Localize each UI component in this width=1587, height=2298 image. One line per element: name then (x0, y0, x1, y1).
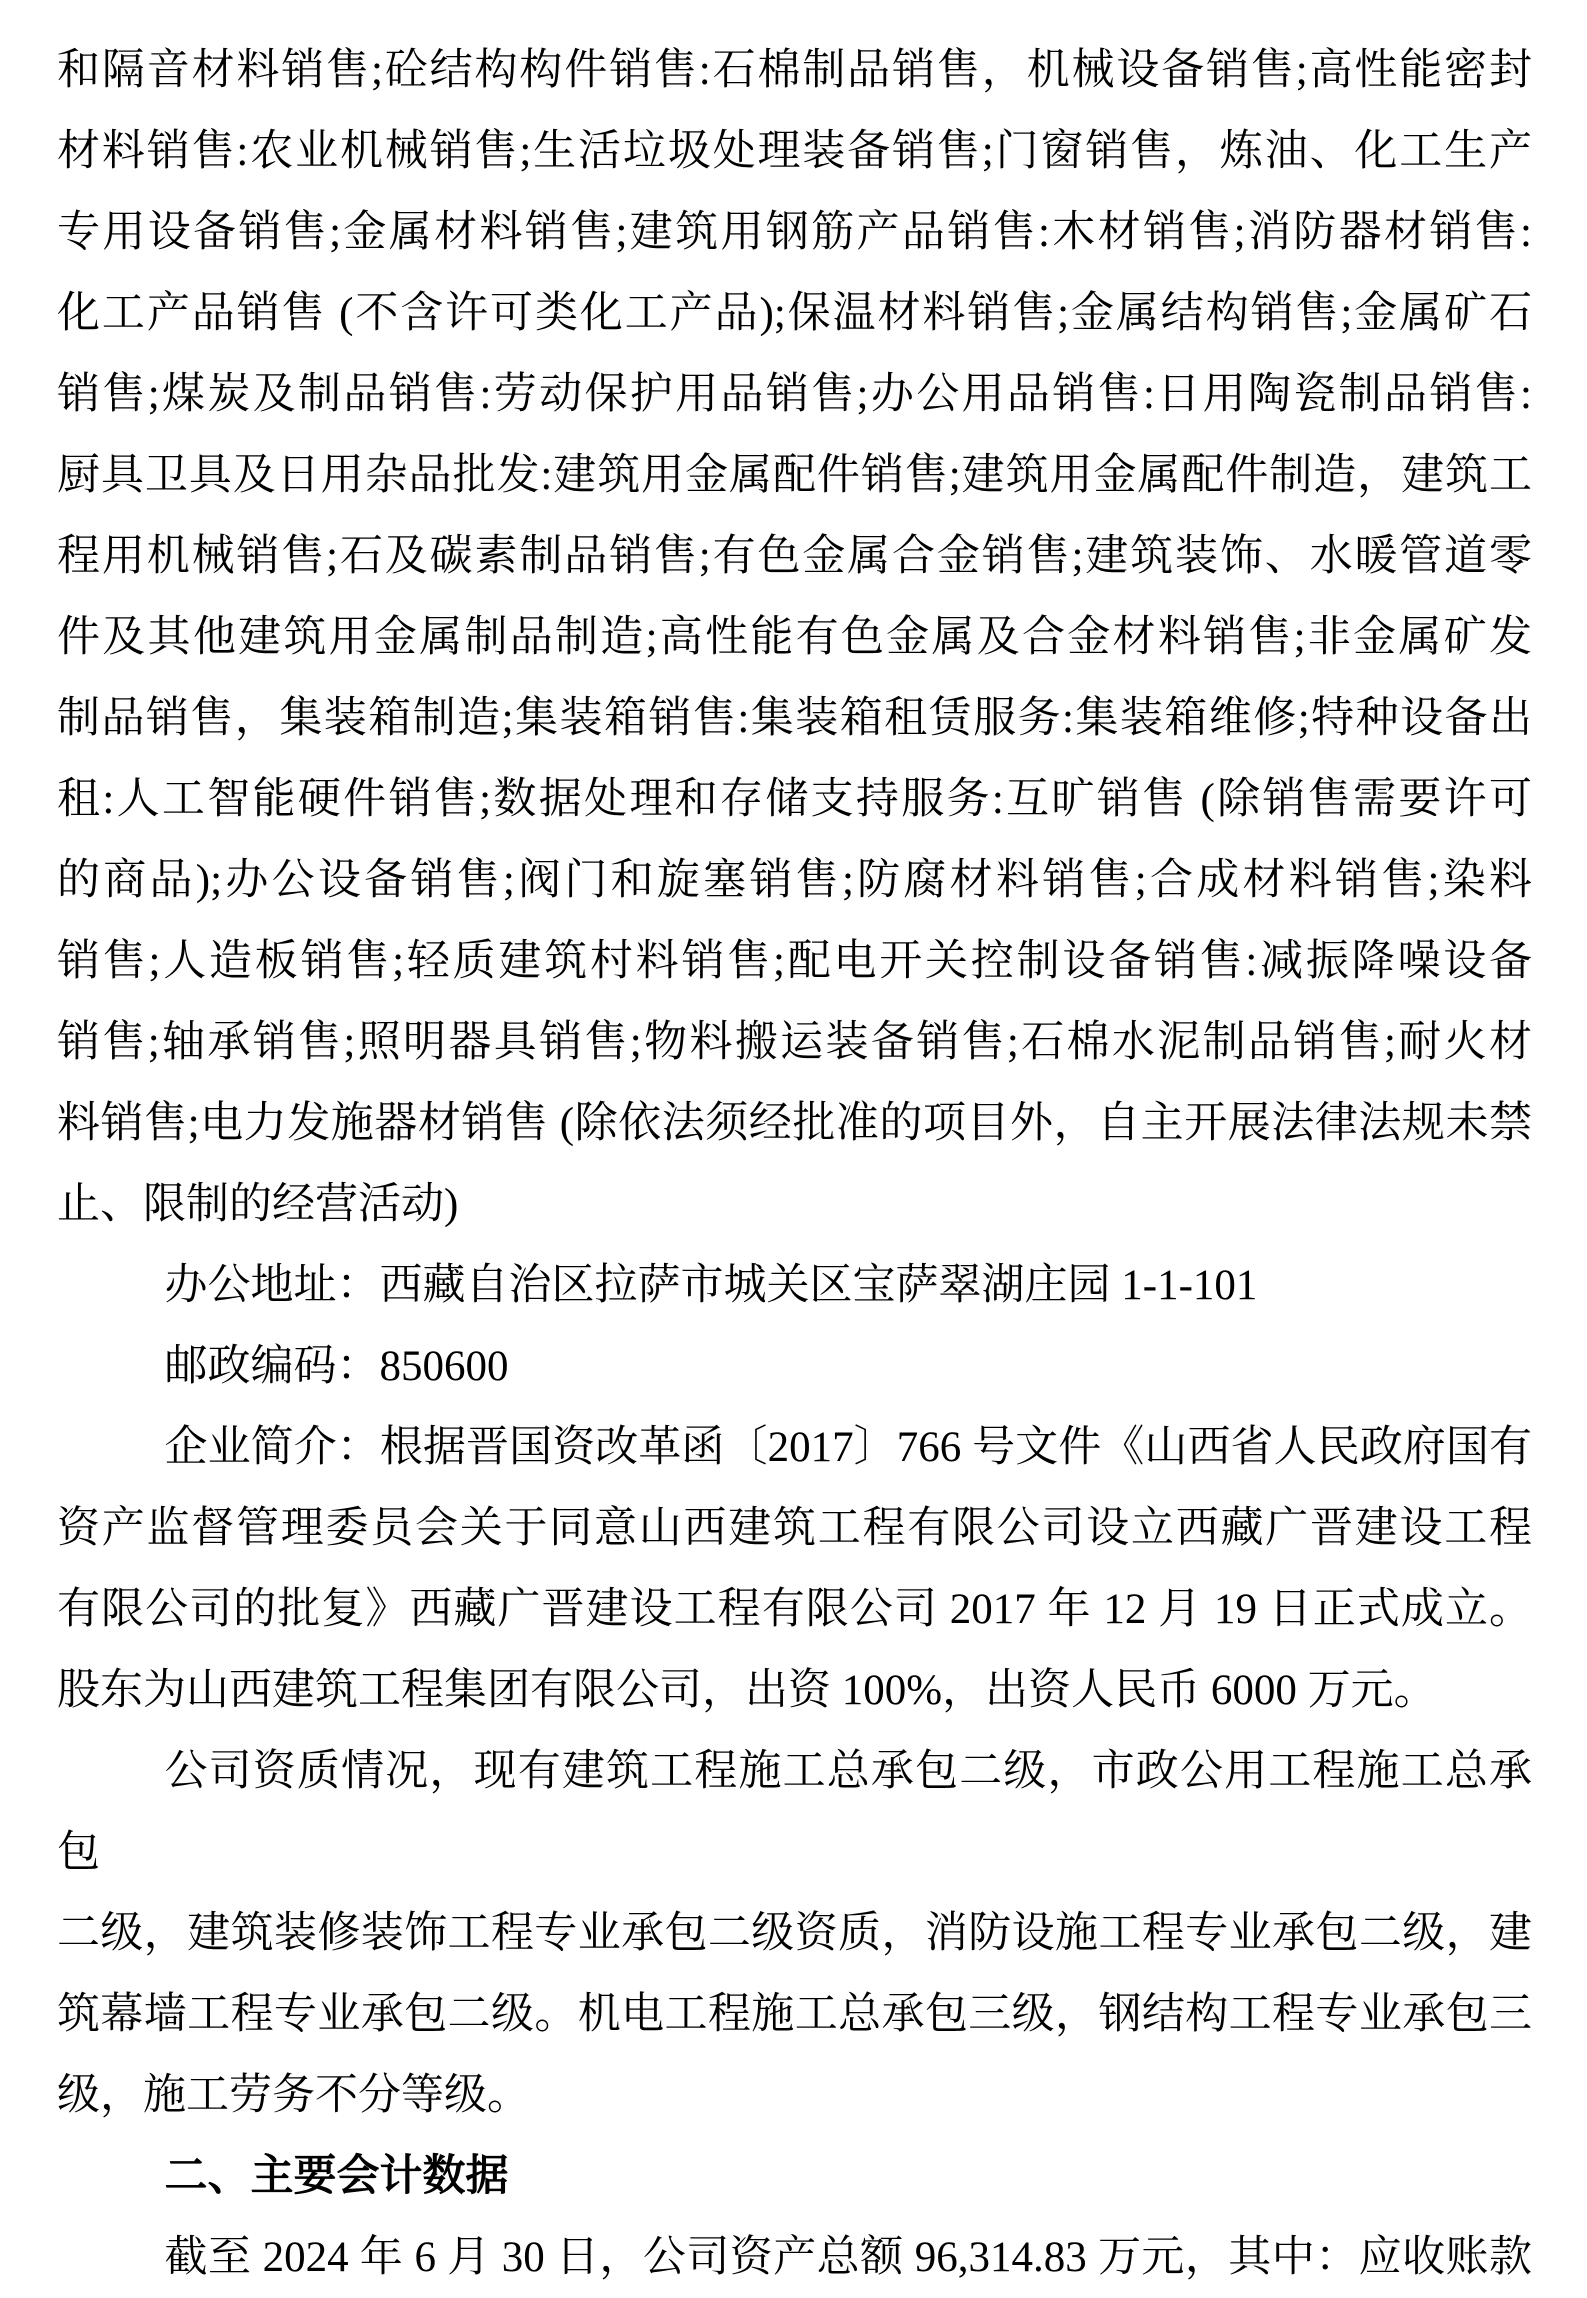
business-scope-line: 化工产品销售 (不含许可类化工产品);保温材料销售;金属结构销售;金属矿石 (57, 290, 1532, 337)
business-scope-line: 和隔音材料销售;砼结构构件销售:石棉制品销售，机械设备销售;高性能密封 (57, 47, 1532, 94)
company-profile-line: 资产监督管理委员会关于同意山西建筑工程有限公司设立西藏广晋建设工程 (57, 1505, 1532, 1552)
business-scope-line: 销售;煤炭及制品销售:劳动保护用品销售;办公用品销售:日用陶瓷制品销售: (57, 371, 1532, 418)
business-scope-line: 料销售;电力发施器材销售 (除依法须经批准的项目外，自主开展法律法规未禁 (57, 1100, 1532, 1147)
company-profile-line: 企业简介：根据晋国资改革函〔2017〕766 号文件《山西省人民政府国有 (164, 1424, 1532, 1471)
qualification-line: 级，施工劳务不分等级。 (57, 2072, 530, 2119)
qualification-line: 筑幕墙工程专业承包二级。机电工程施工总承包三级，钢结构工程专业承包三 (57, 1991, 1532, 2038)
qualification-line: 二级，建筑装修装饰工程专业承包二级资质，消防设施工程专业承包二级，建 (57, 1910, 1532, 1957)
business-scope-line: 租:人工智能硬件销售;数据处理和存储支持服务:互旷销售 (除销售需要许可 (57, 776, 1532, 823)
business-scope-line: 的商品);办公设备销售;阀门和旋塞销售;防腐材料销售;合成材料销售;染料 (57, 857, 1532, 904)
qualification-line: 公司资质情况，现有建筑工程施工总承包二级，市政公用工程施工总承包 (57, 1748, 1532, 1876)
business-scope-line: 专用设备销售;金属材料销售;建筑用钢筋产品销售:木材销售;消防器材销售: (57, 209, 1532, 256)
business-scope-line: 程用机械销售;石及碳素制品销售;有色金属合金销售;建筑装饰、水暖管道零 (57, 533, 1532, 580)
business-scope-line: 止、限制的经营活动) (57, 1181, 459, 1228)
business-scope-line: 制品销售，集装箱制造;集装箱销售:集装箱租赁服务:集装箱维修;特种设备出 (57, 695, 1532, 742)
section-heading: 二、主要会计数据 (164, 2152, 509, 2200)
business-scope-line: 厨具卫具及日用杂品批发:建筑用金属配件销售;建筑用金属配件制造，建筑工 (57, 452, 1532, 499)
company-profile-line: 有限公司的批复》西藏广晋建设工程有限公司 2017 年 12 月 19 日正式成立。 (57, 1586, 1532, 1633)
office-address: 办公地址：西藏自治区拉萨市城关区宝萨翠湖庄园 1-1-101 (164, 1262, 1258, 1309)
company-profile-line: 股东为山西建筑工程集团有限公司，出资 100%，出资人民币 6000 万元。 (57, 1667, 1437, 1714)
business-scope-line: 销售;轴承销售;照明器具销售;物料搬运装备销售;石棉水泥制品销售;耐火材 (57, 1019, 1532, 1066)
business-scope-line: 件及其他建筑用金属制品制造;高性能有色金属及合金材料销售;非金属矿发 (57, 614, 1532, 661)
business-scope-line: 材料销售:农业机械销售;生活垃圾处理装备销售;门窗销售，炼油、化工生产 (57, 128, 1532, 175)
accounting-summary-line: 截至 2024 年 6 月 30 日，公司资产总额 96,314.83 万元，其中：应收账款 (164, 2234, 1532, 2281)
business-scope-line: 销售;人造板销售;轻质建筑村料销售;配电开关控制设备销售:减振降噪设备 (57, 938, 1532, 985)
postal-code: 邮政编码：850600 (164, 1343, 509, 1390)
